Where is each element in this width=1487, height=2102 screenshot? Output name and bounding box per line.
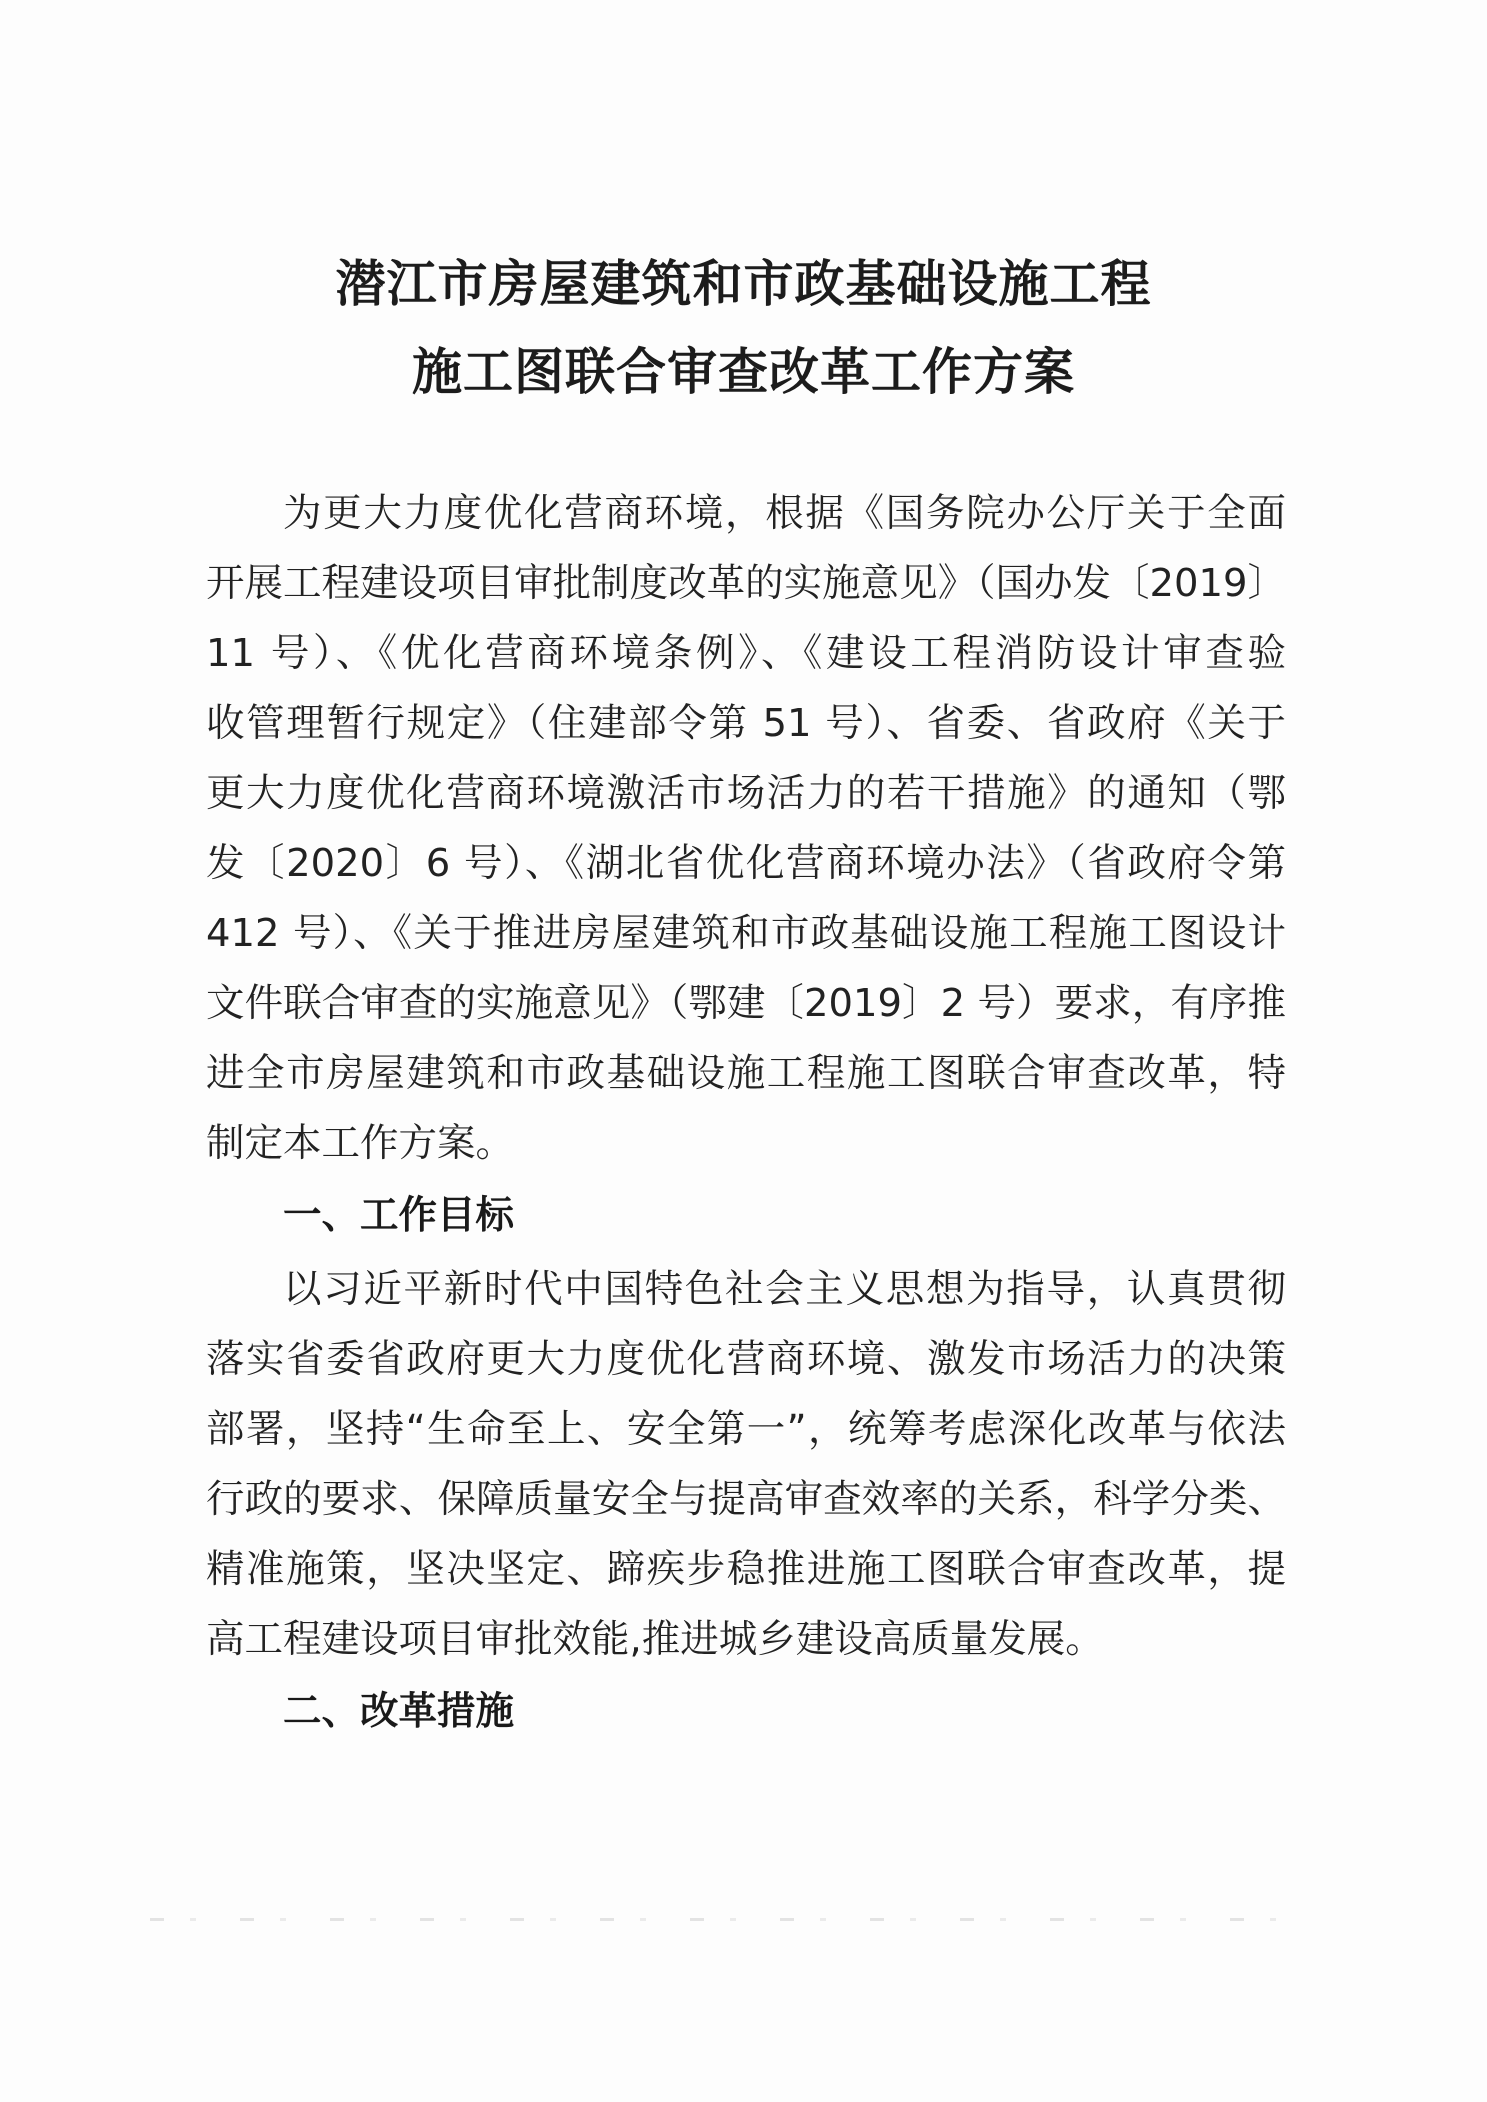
intro-line-3: 11 号）、《优化营商环境条例》、《建设工程消防设计审查验 [206, 631, 1286, 676]
title-line-1: 潜江市房屋建筑和市政基础设施工程 [335, 254, 1152, 313]
section-1-line-4: 行政的要求、保障质量安全与提高审查效率的关系，科学分类、 [206, 1477, 1286, 1522]
section-1-line-3: 部署，坚持“生命至上、安全第一”，统筹考虑深化改革与依法 [206, 1407, 1286, 1452]
section-1-heading: 一、工作目标 [283, 1193, 515, 1238]
intro-line-4: 收管理暂行规定》（住建部令第 51 号）、省委、省政府《关于 [206, 701, 1286, 746]
section-1-line-1: 以习近平新时代中国特色社会主义思想为指导，认真贯彻 [283, 1267, 1286, 1312]
title-line-2: 施工图联合审查改革工作方案 [412, 342, 1075, 401]
document-title [200, 240, 1287, 416]
intro-line-8: 文件联合审查的实施意见》（鄂建〔2019〕2 号）要求，有序推 [206, 981, 1286, 1026]
intro-line-9: 进全市房屋建筑和市政基础设施工程施工图联合审查改革，特 [206, 1051, 1286, 1096]
intro-line-2: 开展工程建设项目审批制度改革的实施意见》（国办发〔2019〕 [206, 561, 1286, 606]
intro-line-5: 更大力度优化营商环境激活市场活力的若干措施》的通知（鄂 [206, 771, 1286, 816]
section-1-line-2: 落实省委省政府更大力度优化营商环境、激发市场活力的决策 [206, 1337, 1286, 1382]
intro-line-1: 为更大力度优化营商环境，根据《国务院办公厅关于全面 [283, 491, 1286, 536]
section-1-line-5: 精准施策，坚决坚定、蹄疾步稳推进施工图联合审查改革，提 [206, 1547, 1286, 1592]
intro-line-6: 发〔2020〕6 号）、《湖北省优化营商环境办法》（省政府令第 [206, 841, 1286, 886]
section-2-heading: 二、改革措施 [283, 1689, 515, 1734]
scan-artifact-line [150, 1918, 1300, 1921]
intro-line-7: 412 号）、《关于推进房屋建筑和市政基础设施工程施工图设计 [206, 911, 1286, 956]
intro-line-10: 制定本工作方案。 [206, 1121, 515, 1166]
section-1-line-6: 高工程建设项目审批效能,推进城乡建设高质量发展。 [206, 1617, 1104, 1662]
